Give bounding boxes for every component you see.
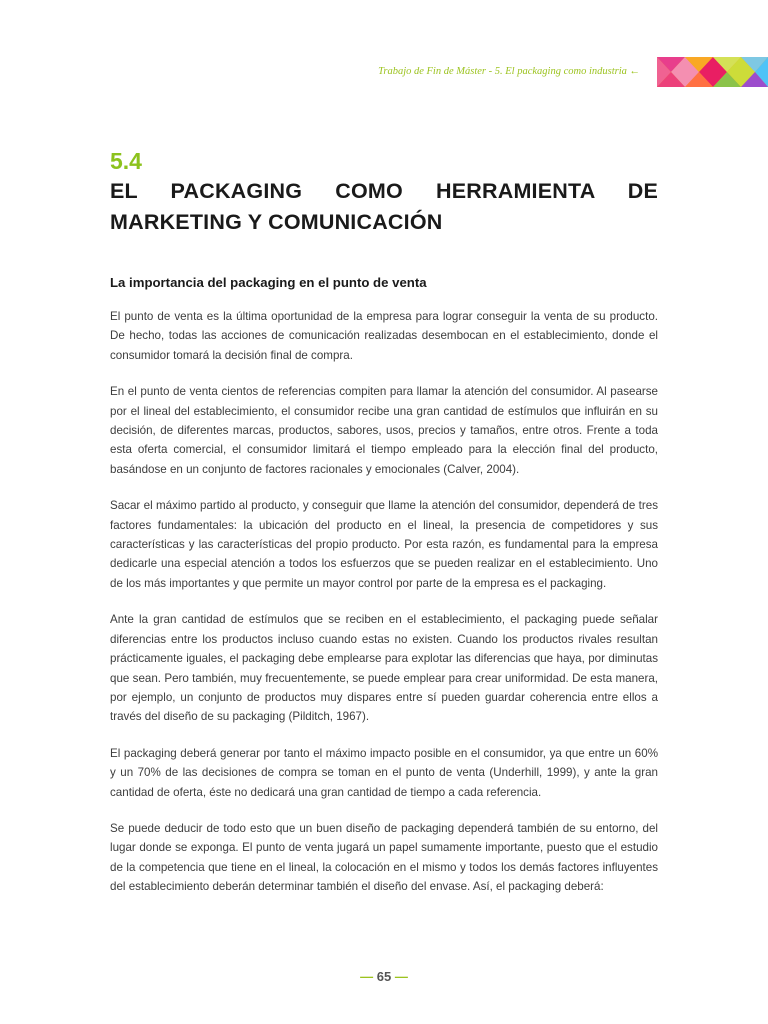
decorative-diamond-pattern bbox=[657, 57, 768, 87]
paragraph: Sacar el máximo partido al producto, y conseguir que llame la atención del consumidor, dependerá de tres factores fundamentales: la ubicación del producto en el lineal, la presencia de competidores y sus características y las características del propio producto. Por esta razón, es fundamental para la empresa dedicarle una especial atención a todos los esfuerzos que se pueden realizar en el establecimiento. Uno de los más importantes y que permite un mayor control por parte de la empresa es el packaging. bbox=[110, 499, 658, 590]
arrow-left-icon: ← bbox=[629, 66, 640, 77]
page-number: 65 bbox=[376, 969, 392, 984]
page-footer bbox=[0, 969, 768, 984]
paragraph: El packaging deberá generar por tanto el máximo impacto posible en el consumidor, ya que entre un 60% y un 70% de las decisiones de compra se toman en el punto de venta (Underhill, 1999), y ante la gran cantidad de oferta, éste no dedicará una gran cantidad de tiempo a cada referencia. bbox=[110, 746, 658, 799]
section-number: 5.4 bbox=[110, 148, 142, 174]
section-title: EL PACKAGING COMO HERRAMIENTA DE MARKETING Y COMUNICACIÓN bbox=[110, 179, 658, 234]
paragraph: En el punto de venta cientos de referencias compiten para llamar la atención del consumidor. Al pasearse por el lineal del establecimiento, el consumidor recibe una gran cantidad de estímulos que influirán en su decisión, de diferentes marcas, productos, sabores, usos, precios y tamaños, entre otros. Frente a toda esta oferta comercial, el consumidor limitará el tiempo empleado para la elección final del producto, basándose en un conjunto de factores racionales y emocionales (Calver, 2004). bbox=[110, 385, 658, 476]
running-header-title: Trabajo de Fin de Máster - 5. El packaging como industria bbox=[378, 66, 627, 77]
footer-dash-right: — bbox=[394, 969, 408, 984]
paragraph: El punto de venta es la última oportunidad de la empresa para lograr conseguir la venta de su producto. De hecho, todas las acciones de comunicación realizadas desembocan en el establecimiento, donde el consumidor tomará la decisión final de compra. bbox=[110, 310, 658, 362]
running-header bbox=[378, 66, 640, 77]
paragraph: Se puede deducir de todo esto que un buen diseño de packaging dependerá también de su entorno, del lugar donde se exponga. El punto de venta jugará un papel sumamente importante, puesto que el estudio de la competencia que tiene en el lineal, la colocación en el mismo y todos los demás factores influyentes del establecimiento deberán determinar también el diseño del envase. Así, el packaging deberá: bbox=[110, 821, 658, 894]
paragraph: Ante la gran cantidad de estímulos que se reciben en el establecimiento, el packaging puede señalar diferencias entre los productos incluso cuando estas no existen. Cuando los productos rivales resultan prácticamente iguales, el packaging debe emplearse para explotar las diferencias que haya, por diminutas que sean. Pero también, muy frecuentemente, se puede emplear para crear uniformidad. De esta manera, por ejemplo, un conjunto de productos muy dispares entre sí pueden guardar coherencia entre ellos a través del diseño de su packaging (Pilditch, 1967). bbox=[110, 613, 658, 724]
body-text bbox=[110, 307, 658, 914]
footer-dash-left: — bbox=[360, 969, 374, 984]
subsection-heading: La importancia del packaging en el punto de venta bbox=[110, 275, 427, 290]
